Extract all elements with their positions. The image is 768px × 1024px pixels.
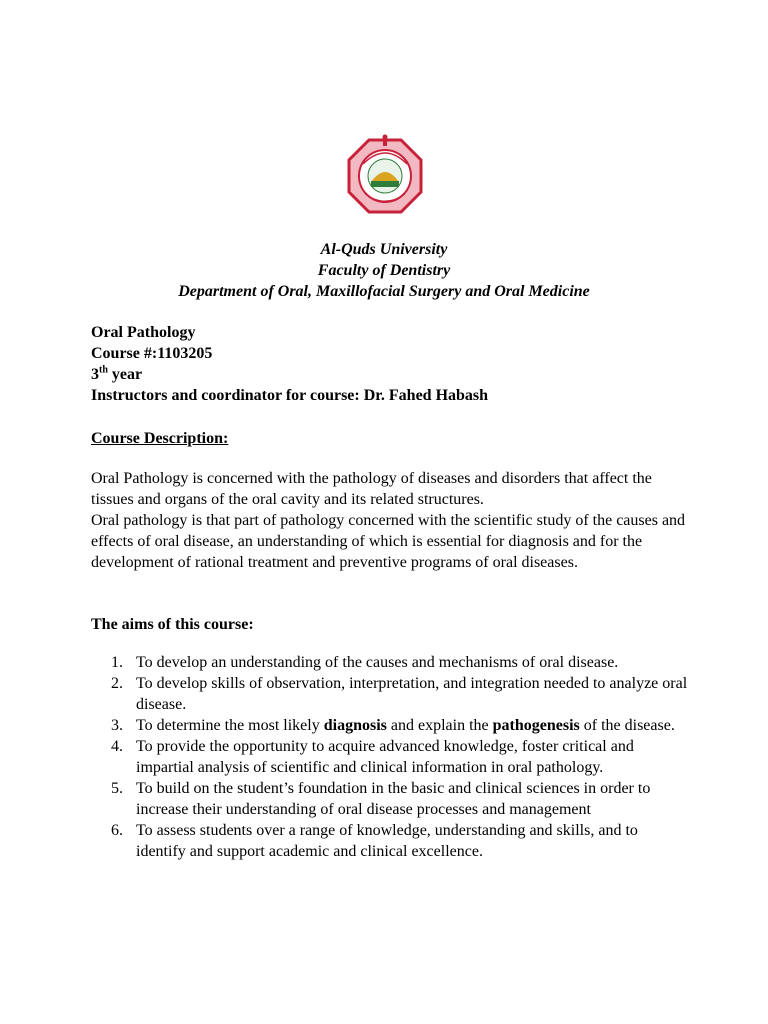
aim-number: 6. — [111, 822, 123, 839]
faculty-name: Faculty of Dentistry — [317, 262, 451, 279]
course-description-body — [91, 468, 691, 573]
description-paragraph-2: Oral pathology is that part of pathology concerned with the scientific study of the causes and effects of oral disease, an understanding of which is essential for diagnosis and for the development of rational treatment and preventive programs of oral diseases. — [91, 512, 686, 571]
aim-number: 3. — [111, 717, 123, 734]
aim-text: To build on the student’s foundation in the basic and clinical sciences in order to increase their understanding of oral disease processes and management — [136, 780, 651, 818]
aim-bold-diagnosis: diagnosis — [323, 717, 387, 734]
university-seal-logo — [345, 134, 425, 218]
aim-text-pre: To determine the most likely — [136, 717, 324, 734]
aims-list-container — [91, 652, 691, 862]
aim-number: 4. — [111, 738, 123, 755]
university-name: Al-Quds University — [320, 241, 448, 258]
aim-item-3 — [91, 715, 691, 736]
course-info — [91, 322, 691, 406]
course-name: Oral Pathology — [91, 324, 196, 341]
aim-text-post: of the disease. — [579, 717, 675, 734]
course-instructors: Instructors and coordinator for course: Dr. Fahed Habash — [91, 387, 489, 404]
department-name: Department of Oral, Maxillofacial Surgery and Oral Medicine — [178, 283, 590, 300]
aim-bold-pathogenesis: pathogenesis — [492, 717, 580, 734]
aim-item-2 — [91, 673, 691, 715]
aim-number: 2. — [111, 675, 123, 692]
description-paragraph-1: Oral Pathology is concerned with the pathology of diseases and disorders that affect the tissues and organs of the oral cavity and its related structures. — [91, 470, 652, 508]
aim-text: To assess students over a range of knowledge, understanding and skills, and to identify and support academic and clinical excellence. — [136, 822, 638, 860]
course-year — [91, 364, 691, 385]
aim-number: 5. — [111, 780, 123, 797]
aim-item-6 — [91, 820, 691, 862]
aim-item-5 — [91, 778, 691, 820]
aim-text-mid: and explain the — [386, 717, 493, 734]
aim-item-1 — [91, 652, 691, 673]
aim-text: To develop an understanding of the causes and mechanisms of oral disease. — [136, 654, 619, 671]
year-number: 3 — [91, 366, 99, 383]
course-number: Course #:1103205 — [91, 345, 213, 362]
aim-text: To develop skills of observation, interpretation, and integration needed to analyze oral disease. — [136, 675, 688, 713]
aims-list — [91, 652, 691, 862]
course-description-heading: Course Description: — [91, 430, 229, 447]
aims-heading: The aims of this course: — [91, 616, 254, 633]
year-word: year — [107, 366, 143, 383]
aim-text: To provide the opportunity to acquire advanced knowledge, foster critical and impartial analysis of scientific and clinical information in oral pathology. — [136, 738, 634, 776]
aim-number: 1. — [111, 654, 123, 671]
year-suffix: th — [99, 364, 108, 376]
aim-item-4 — [91, 736, 691, 778]
